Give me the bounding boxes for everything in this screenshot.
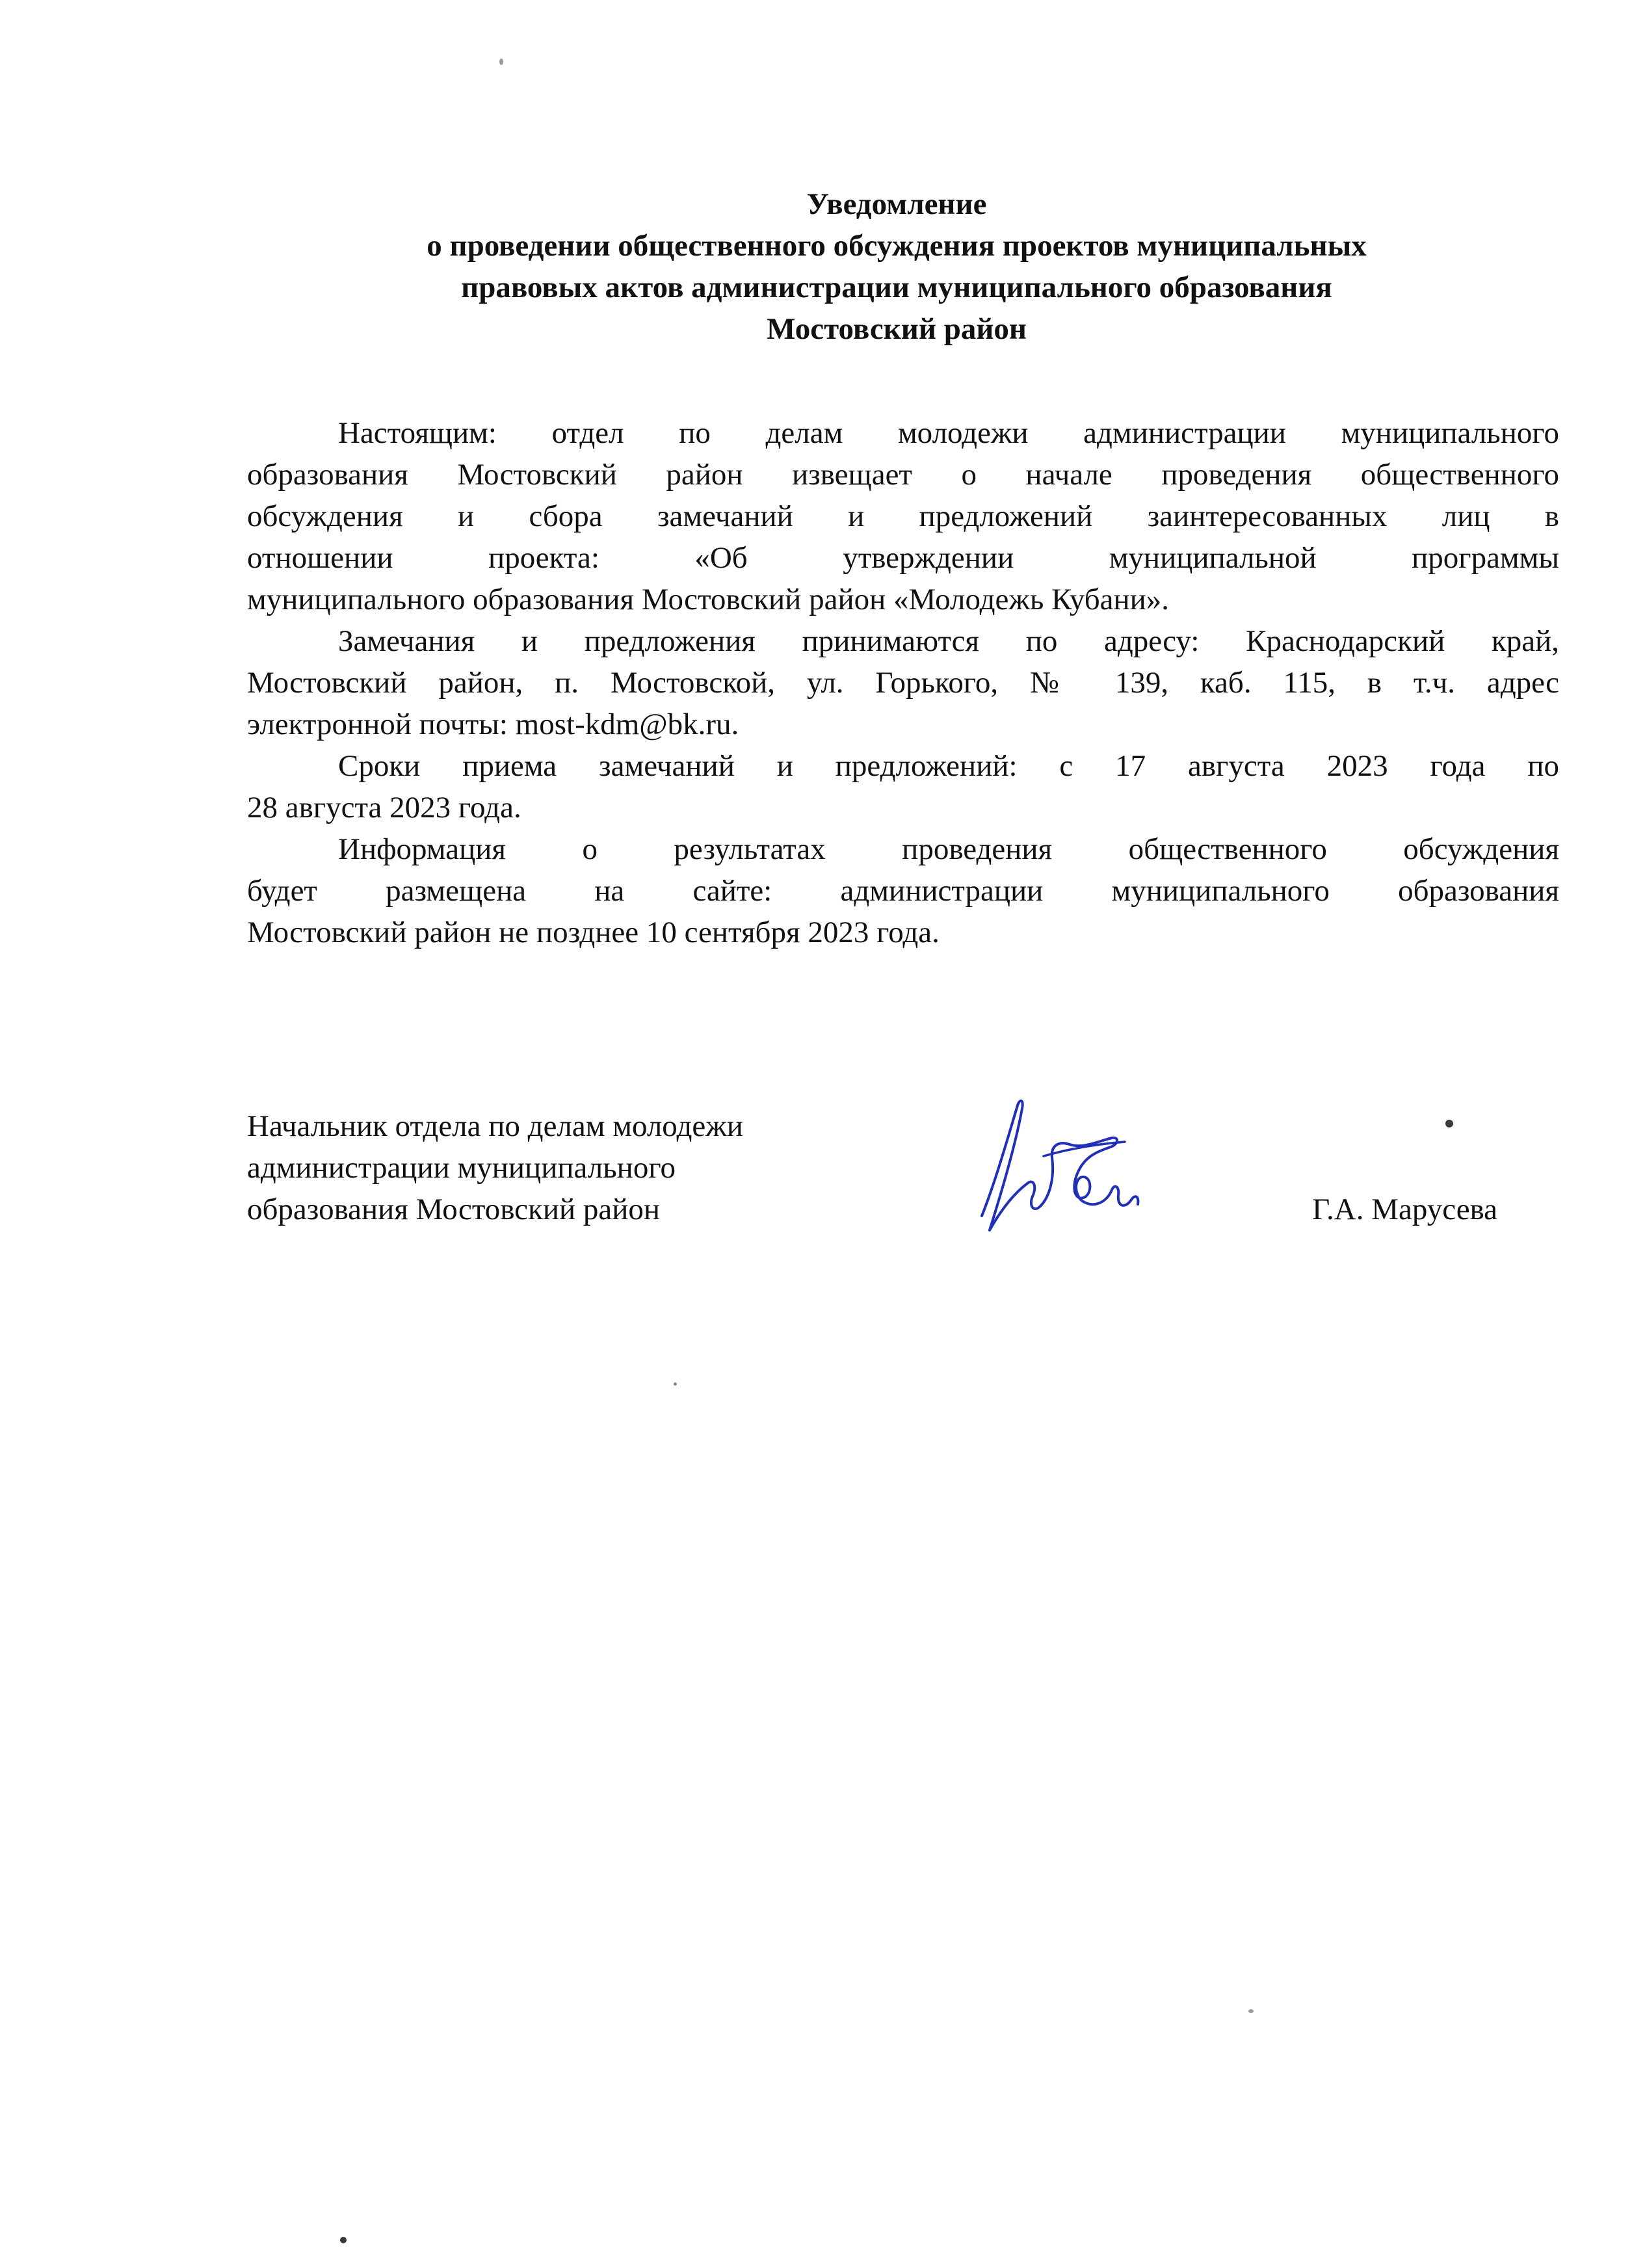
scan-speck — [1445, 1120, 1453, 1127]
document-title — [247, 183, 1546, 350]
scan-speck — [674, 1382, 677, 1386]
text-line: муниципального образования Мостовский район «Молодежь Кубани». — [247, 583, 1170, 616]
text-line: Информация о результатах проведения общественного обсуждения — [338, 832, 1559, 866]
signatory-name: Г.А. Марусева — [1312, 1193, 1497, 1226]
text-line: Настоящим: отдел по делам молодежи администрации муниципального — [338, 416, 1559, 450]
position-line: администрации муниципального — [247, 1151, 676, 1185]
text-line: Сроки приема замечаний и предложений: с 17 августа 2023 года по — [338, 749, 1559, 783]
paragraph-address — [247, 620, 1559, 745]
text-line: Мостовский район не позднее 10 сентября 2023 года. — [247, 916, 940, 949]
title-line: Мостовский район — [766, 312, 1027, 346]
position-line: Начальник отдела по делам молодежи — [247, 1109, 743, 1143]
text-line: Мостовский район, п. Мостовской, ул. Горького, № 139, каб. 115, в т.ч. адрес — [247, 666, 1559, 700]
position-line: образования Мостовский район — [247, 1193, 661, 1226]
text-line: Замечания и предложения принимаются по адресу: Краснодарский край, — [338, 624, 1559, 658]
title-line: о проведении общественного обсуждения проектов муниципальных — [427, 229, 1367, 263]
signature-block — [247, 1105, 1559, 1274]
scan-speck — [340, 2237, 347, 2243]
text-line: образования Мостовский район извещает о начале проведения общественного — [247, 458, 1559, 492]
title-line: правовых актов администрации муниципального образования — [461, 270, 1332, 304]
title-line: Уведомление — [806, 187, 987, 221]
paragraph-deadlines — [247, 745, 1559, 828]
document-body — [247, 412, 1559, 953]
text-line: электронной почты: most-kdm@bk.ru. — [247, 707, 739, 741]
signatory-position — [247, 1105, 962, 1230]
scan-speck — [499, 59, 503, 65]
text-line: обсуждения и сбора замечаний и предложений заинтересованных лиц в — [247, 499, 1559, 533]
text-line: будет размещена на сайте: администрации муниципального образования — [247, 874, 1559, 908]
text-line: 28 августа 2023 года. — [247, 791, 521, 824]
handwritten-signature — [936, 1079, 1196, 1248]
paragraph-announcement — [247, 412, 1559, 620]
scan-speck — [1248, 2009, 1254, 2013]
text-line: отношении проекта: «Об утверждении муниципальной программы — [247, 541, 1559, 575]
paragraph-results — [247, 828, 1559, 953]
